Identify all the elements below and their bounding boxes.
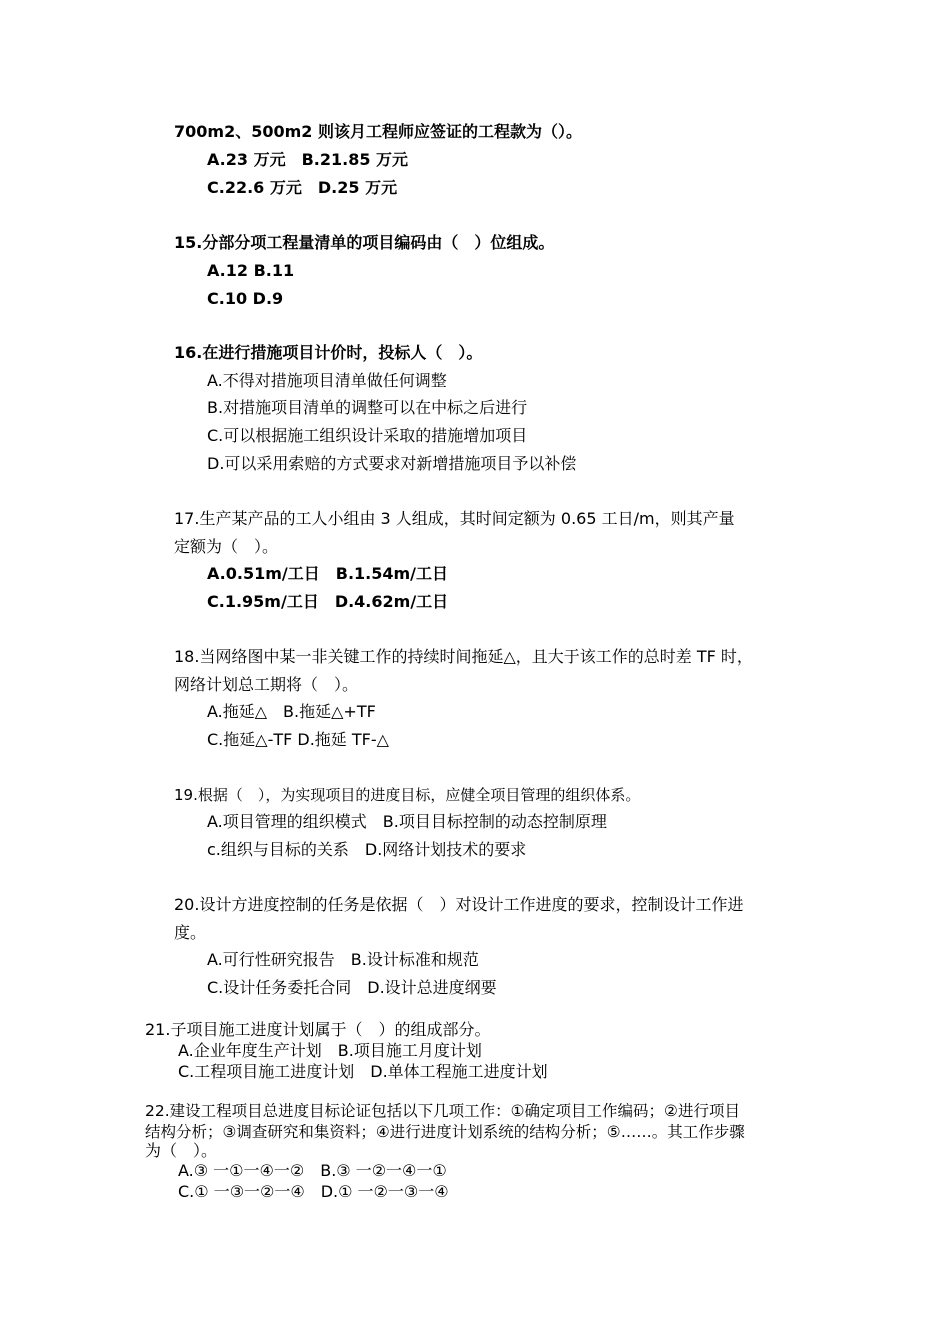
q21-options-cd: C.工程项目施工进度计划 D.单体工程施工进度计划 [178,1062,548,1081]
q18-options-cd: C.拖延△-TF D.拖延 TF-△ [207,730,389,749]
q22-options-ab: A.③ 一①一④一② B.③ 一②一④一① [178,1161,447,1180]
q20-options-cd: C.设计任务委托合同 D.设计总进度纲要 [207,978,497,997]
q17-stem-line1: 17.生产某产品的工人小组由 3 人组成，其时间定额为 0.65 工日/m，则其产量 [174,509,735,528]
q22-stem-line1: 22.建设工程项目总进度目标论证包括以下几项工作：①确定项目工作编码；②进行项目 [145,1102,740,1120]
q17-options-cd: C.1.95m/工日 D.4.62m/工日 [207,592,449,611]
q22-options-cd: C.① 一③一②一④ D.① 一②一③一④ [178,1182,449,1201]
q16-option-b: B.对措施项目清单的调整可以在中标之后进行 [207,398,528,417]
q17-stem-line2: 定额为（ ）。 [174,537,279,556]
q16-stem: 16.在进行措施项目计价时，投标人（ ）。 [174,343,483,362]
q21-stem: 21.子项目施工进度计划属于（ ）的组成部分。 [145,1020,491,1039]
q16-option-a: A.不得对措施项目清单做任何调整 [207,371,447,390]
q20-stem-line2: 度。 [174,923,207,942]
q16-option-d: D.可以采用索赔的方式要求对新增措施项目予以补偿 [207,454,577,473]
q15-options-cd: C.10 D.9 [207,289,284,308]
q21-options-ab: A.企业年度生产计划 B.项目施工月度计划 [178,1041,482,1060]
q19-stem: 19.根据（ ），为实现项目的进度目标，应健全项目管理的组织体系。 [174,786,641,804]
q15-stem: 15.分部分项工程量清单的项目编码由（ ）位组成。 [174,233,555,252]
q18-stem-line2: 网络计划总工期将（ ）。 [174,675,359,694]
q22-stem-line2: 结构分析；③调查研究和集资料；④进行进度计划系统的结构分析；⑤……。其工作步骤 [145,1123,745,1141]
q20-stem-line1: 20.设计方进度控制的任务是依据（ ）对设计工作进度的要求，控制设计工作进 [174,895,744,914]
q15-options-ab: A.12 B.11 [207,261,295,280]
q14-options-ab: A.23 万元 B.21.85 万元 [207,150,409,169]
q14-stem-continuation: 700m2、500m2 则该月工程师应签证的工程款为（）。 [174,122,582,141]
q22-stem-line3: 为（ ）。 [145,1141,218,1160]
q18-options-ab: A.拖延△ B.拖延△+TF [207,702,376,721]
q17-options-ab: A.0.51m/工日 B.1.54m/工日 [207,564,449,583]
q16-option-c: C.可以根据施工组织设计采取的措施增加项目 [207,426,528,445]
q19-options-ab: A.项目管理的组织模式 B.项目目标控制的动态控制原理 [207,812,607,831]
q14-options-cd: C.22.6 万元 D.25 万元 [207,178,398,197]
q18-stem-line1: 18.当网络图中某一非关键工作的持续时间拖延△，且大于该工作的总时差 TF 时， [174,647,753,666]
q20-options-ab: A.可行性研究报告 B.设计标准和规范 [207,950,479,969]
q19-options-cd: c.组织与目标的关系 D.网络计划技术的要求 [207,840,527,859]
